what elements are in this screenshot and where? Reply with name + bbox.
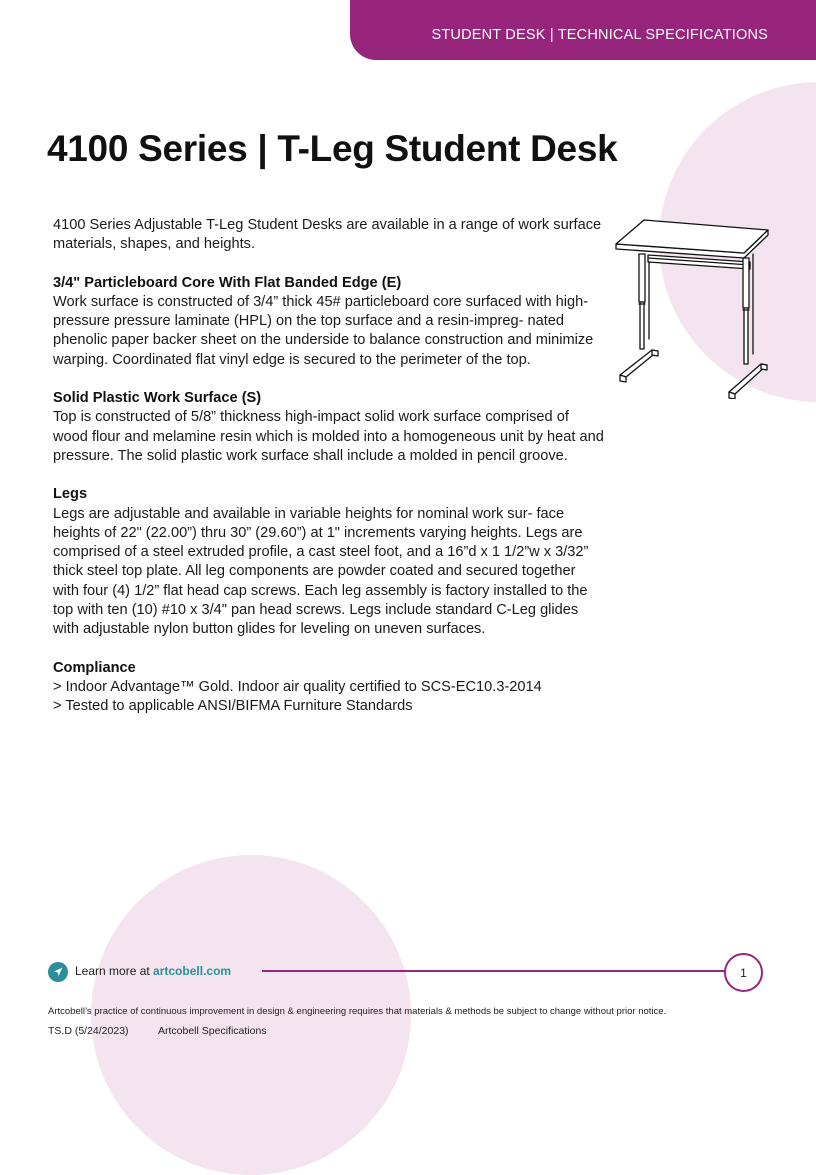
header-label: STUDENT DESK | TECHNICAL SPECIFICATIONS (431, 27, 768, 43)
page-title: 4100 Series | T-Leg Student Desk (47, 128, 618, 169)
disclaimer-text: Artcobell’s practice of continuous improvement in design & engineering requires that materials & methods be subject to change without prior notice. (48, 1006, 667, 1017)
intro-paragraph: 4100 Series Adjustable T-Leg Student Desks are available in a range of work surface materials, shapes, and heights. (53, 217, 602, 253)
learn-more-prefix: Learn more at (75, 964, 154, 978)
spec-content (53, 216, 605, 717)
navigation-arrow-icon (48, 962, 68, 982)
header-band (350, 0, 816, 60)
page-number-badge (724, 953, 763, 992)
footer-rule (262, 970, 726, 972)
section-heading-legs: Legs (53, 486, 88, 503)
section-body-solid-plastic: Top is constructed of 5/8” thickness high-impact solid work surface comprised of wood flour and melamine resin which is molded into a homogeneous unit by heat and pressure. The solid plastic work surface shall include a molded in pencil groove. (53, 409, 604, 464)
section-heading-solid-plastic: Solid Plastic Work Surface (S) (53, 390, 262, 407)
desk-illustration (612, 214, 774, 399)
website-link[interactable]: artcobell.com (153, 964, 232, 978)
page-number: 1 (740, 965, 747, 980)
document-source: Artcobell Specifications (158, 1025, 267, 1037)
document-code: TS.D (5/24/2023) (48, 1025, 129, 1037)
learn-more-text (75, 964, 231, 978)
section-heading-particleboard: 3/4" Particleboard Core With Flat Banded Edge (E) (53, 274, 402, 291)
compliance-line: > Tested to applicable ANSI/BIFMA Furniture Standards (53, 698, 413, 715)
section-body-particleboard: Work surface is constructed of 3/4” thick 45# particleboard core surfaced with high-pressure pressure laminate (HPL) on the top surface and a resin-impreg- nated phenolic paper backer sheet on the underside to balance construction and minimize warping. Coordinated flat vinyl edge is secured to the perimeter of the top. (53, 293, 594, 368)
section-heading-compliance: Compliance (53, 659, 136, 676)
compliance-line: > Indoor Advantage™ Gold. Indoor air quality certified to SCS-EC10.3-2014 (53, 678, 542, 695)
section-body-legs: Legs are adjustable and available in variable heights for nominal work sur- face heights of 22" (22.00”) thru 30” (29.60”) at 1" increments varying heights. Legs are comprised of a steel extruded profile, a cast steel foot, and a 16”d x 1 1/2”w x 3/32” thick steel top plate. All leg components are powder coated and secured together with four (4) 1/2” flat head cap screws. Each leg assembly is factory installed to the top with ten (10) #10 x 3/4" pan head screws. Legs include standard C-Leg glides with adjustable nylon button glides for leveling on uneven surfaces. (53, 505, 589, 638)
